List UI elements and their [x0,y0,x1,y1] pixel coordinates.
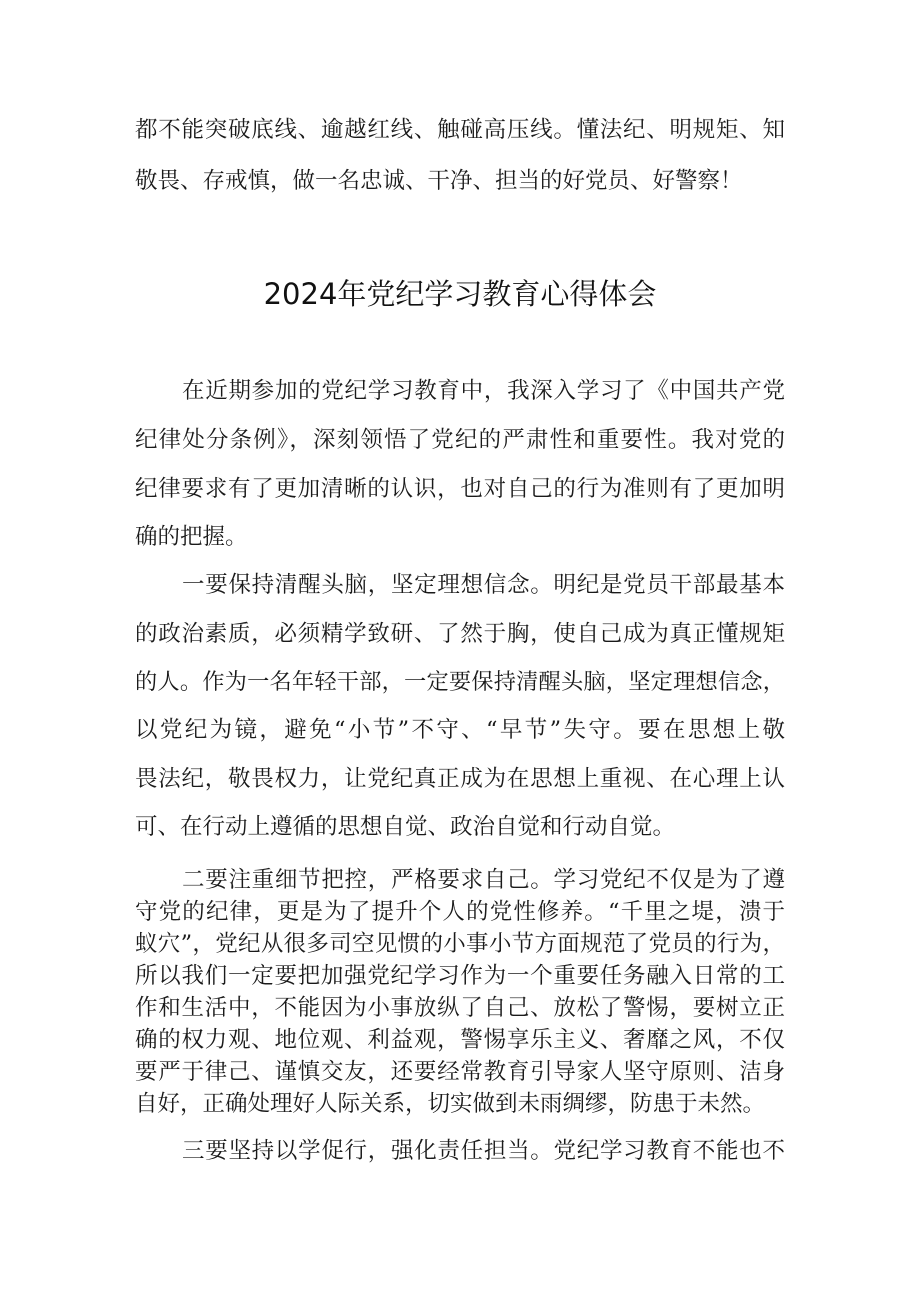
paragraph-3-line-6: 确的权力观、地位观、利益观，警惕享乐主义、奢靡之风，不仅 [135,1027,785,1053]
paragraph-3-line-7: 要严于律己、谨慎交友，还要经常教育引导家人坚守原则、洁身 [135,1059,785,1085]
paragraph-2-line-6: 可、在行动上遵循的思想自觉、政治自觉和行动自觉。 [135,814,676,840]
paragraph-3-line-8: 自好，正确处理好人际关系，切实做到未雨绸缪，防患于未然。 [135,1091,766,1117]
document-title: 2024年党纪学习教育心得体会 [263,277,657,311]
paragraph-3-line-3: 蚁穴”，党纪从很多司空见惯的小事小节方面规范了党员的行为， [135,931,785,957]
paragraph-1-line-1: 在近期参加的党纪学习教育中，我深入学习了《中国共产党 [182,378,785,404]
paragraph-3-line-4: 所以我们一定要把加强党纪学习作为一个重要任务融入日常的工 [135,963,785,989]
paragraph-2-line-2: 的政治素质，必须精学致研、了然于胸，使自己成为真正懂规矩 [135,621,785,647]
carryover-line-1: 都不能突破底线、逾越红线、触碰高压线。懂法纪、明规矩、知 [135,117,785,143]
paragraph-1-line-2: 纪律处分条例》，深刻领悟了党纪的严肃性和重要性。我对党的 [135,427,785,453]
paragraph-1-line-4: 确的把握。 [135,524,248,550]
paragraph-1-line-3: 纪律要求有了更加清晰的认识，也对自己的行为准则有了更加明 [135,476,785,502]
paragraph-4-line-1: 三要坚持以学促行，强化责任担当。党纪学习教育不能也不 [182,1138,785,1164]
paragraph-3-line-1: 二要注重细节把控，严格要求自己。学习党纪不仅是为了遵 [182,867,785,893]
paragraph-2-line-1: 一要保持清醒头脑，坚定理想信念。明纪是党员干部最基本 [182,572,785,598]
paragraph-2-line-5: 畏法纪，敬畏权力，让党纪真正成为在思想上重视、在心理上认 [135,766,785,792]
paragraph-3-line-2: 守党的纪律，更是为了提升个人的党性修养。“千里之堤，溃于 [135,899,785,925]
paragraph-2-line-4: 以党纪为镜，避免“小节”不守、“早节”失守。要在思想上敬 [135,717,785,743]
carryover-line-2: 敬畏、存戒慎，做一名忠诚、干净、担当的好党员、好警察！ [135,168,743,194]
paragraph-2-line-3: 的人。作为一名年轻干部，一定要保持清醒头脑，坚定理想信念， [135,669,785,695]
paragraph-3-line-5: 作和生活中，不能因为小事放纵了自己、放松了警惕，要树立正 [135,995,785,1021]
